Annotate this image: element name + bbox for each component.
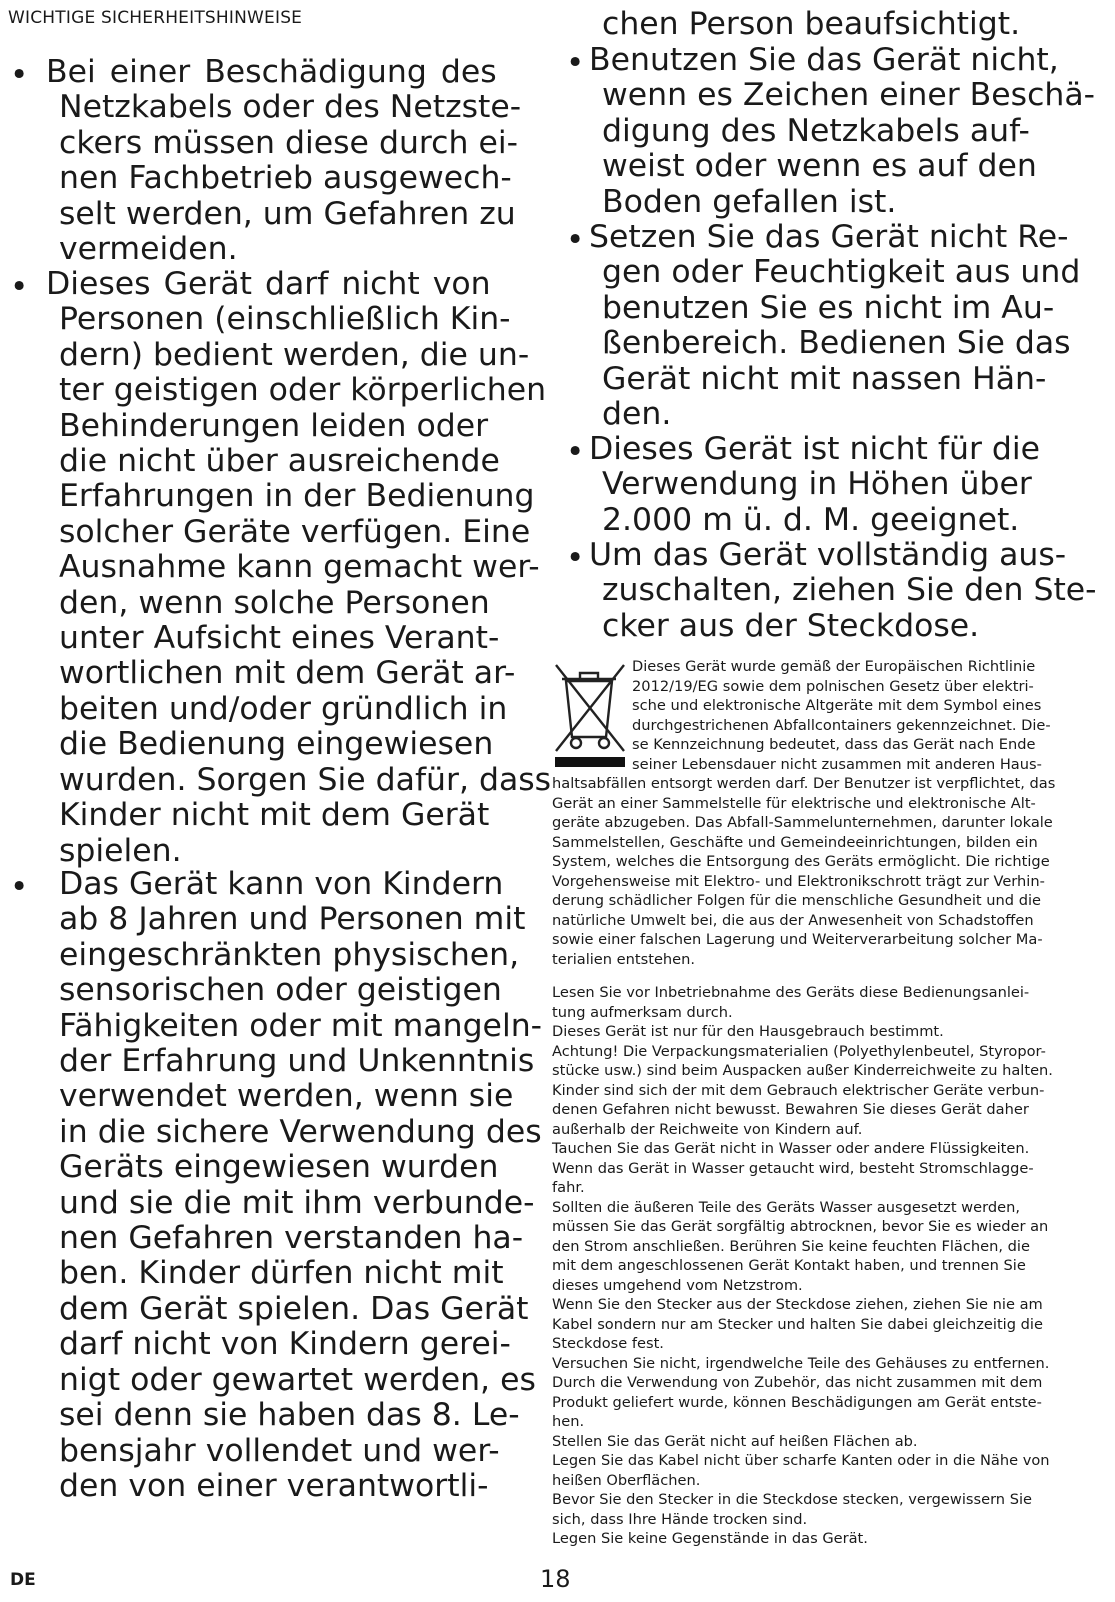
- text-line: 2.000 m ü. d. M. geeignet.: [602, 501, 1020, 538]
- text-line: ab 8 Jahren und Personen mit: [59, 901, 526, 938]
- text-line: sensorischen oder geistigen: [59, 972, 502, 1009]
- continuation-line: chen Person beaufsichtigt.: [602, 6, 1021, 42]
- text-line: den Strom anschließen. Berühren Sie keine feuchten Flächen, die: [552, 1237, 1030, 1255]
- text-line: geräte abzugeben. Das Abfall-Sammelunternehmen, darunter lokale: [552, 814, 1053, 831]
- text-line: Setzen Sie das Gerät nicht Re-: [589, 219, 1069, 255]
- text-line: Steckdose fest.: [552, 1335, 664, 1352]
- weee-paragraph-top: [632, 657, 1051, 774]
- text-line: benutzen Sie es nicht im Au-: [602, 289, 1055, 326]
- text-line: tung aufmerksam durch.: [552, 1003, 733, 1021]
- text-line: Durch die Verwendung von Zubehör, das nicht zusammen mit dem: [552, 1374, 1043, 1391]
- text-line: haltsabfällen entsorgt werden darf. Der Benutzer ist verpflichtet, das: [552, 775, 1056, 792]
- text-line: Geräts eingewiesen wurden: [59, 1149, 499, 1186]
- text-line: darf nicht von Kindern gerei-: [59, 1326, 511, 1363]
- text-line: den, wenn solche Personen: [59, 584, 490, 621]
- text-line: nigt oder gewartet werden, es: [59, 1361, 536, 1398]
- text-line: seiner Lebensdauer nicht zusammen mit anderen Haus-: [632, 755, 1042, 773]
- weee-paragraph-bottom: [552, 774, 1055, 969]
- text-line: Netzkabels oder des Netzste-: [59, 89, 522, 126]
- text-line: stücke usw.) sind beim Auspacken außer Kinderreichweite zu halten.: [552, 1062, 1053, 1079]
- text-line: zuschalten, ziehen Sie den Ste-: [602, 572, 1097, 609]
- text-line: außerhalb der Reichweite von Kindern auf.: [552, 1120, 863, 1138]
- text-line: Personen (einschließlich Kin-: [59, 301, 511, 338]
- text-line: fahr.: [552, 1179, 585, 1196]
- bullet-item-damaged-device: [589, 43, 1095, 220]
- text-line: wortlichen mit dem Gerät ar-: [59, 655, 516, 692]
- text-line: Wenn das Gerät in Wasser getaucht wird, besteht Stromschlagge-: [552, 1159, 1034, 1177]
- text-line: und sie die mit ihm verbunde-: [59, 1184, 535, 1221]
- text-line: eingeschränkten physischen,: [59, 936, 520, 973]
- text-line: nen Gefahren verstanden ha-: [59, 1220, 524, 1257]
- text-line: dern) bedient werden, die un-: [59, 336, 530, 373]
- text-line: Achtung! Die Verpackungsmaterialien (Polyethylenbeutel, Styropor-: [552, 1042, 1046, 1060]
- text-line: Kabel sondern nur am Stecker und halten Sie dabei gleichzeitig die: [552, 1315, 1043, 1333]
- text-line: Kinder nicht mit dem Gerät: [59, 797, 490, 834]
- text-line: Erfahrungen in der Bedienung: [59, 478, 535, 515]
- text-line: denen Gefahren nicht bewusst. Bewahren Sie dieses Gerät daher: [552, 1101, 1029, 1118]
- text-line: der Erfahrung und Unkenntnis: [59, 1043, 535, 1080]
- language-code: DE: [10, 1570, 36, 1590]
- text-line: die nicht über ausreichende: [59, 443, 500, 480]
- text-line: 2012/19/EG sowie dem polnischen Gesetz über elektri-: [632, 677, 1034, 695]
- text-line: cker aus der Steckdose.: [602, 607, 980, 644]
- text-line: heißen Oberflächen.: [552, 1471, 701, 1489]
- bullet-dot: •: [10, 269, 29, 305]
- text-line: wurden. Sorgen Sie dafür, dass: [59, 761, 552, 798]
- text-line: die Bedienung eingewiesen: [59, 726, 494, 763]
- text-line: natürliche Umwelt bei, die aus der Anwesenheit von Schadstoffen: [552, 911, 1034, 929]
- text-line: Dieses Gerät ist nur für den Hausgebrauch bestimmt.: [552, 1023, 944, 1040]
- text-line: den.: [602, 396, 672, 433]
- text-line: verwendet werden, wenn sie: [59, 1078, 514, 1115]
- section-header: WICHTIGE SICHERHEITSHINWEISE: [8, 8, 303, 28]
- text-line: sowie einer falschen Lagerung und Weiterverarbeitung solcher Ma-: [552, 931, 1043, 948]
- text-line: gen oder Feuchtigkeit aus und: [602, 254, 1081, 291]
- bullet-dot: •: [10, 57, 29, 93]
- text-line: ben. Kinder dürfen nicht mit: [59, 1255, 504, 1292]
- text-line: Bei einer Beschädigung des: [46, 54, 497, 90]
- text-line: durchgestrichenen Abfallcontainers gekennzeichnet. Die-: [632, 716, 1051, 734]
- text-line: Kinder sind sich der mit dem Gebrauch elektrischer Geräte verbun-: [552, 1081, 1045, 1099]
- text-line: Legen Sie keine Gegenstände in das Gerät.: [552, 1530, 868, 1547]
- text-line: sche und elektronische Altgeräte mit dem Symbol eines: [632, 697, 1042, 714]
- text-line: Wenn Sie den Stecker aus der Steckdose ziehen, ziehen Sie nie am: [552, 1296, 1043, 1313]
- bullet-item-moisture: [589, 220, 1080, 432]
- text-line: solcher Geräte verfügen. Eine: [59, 513, 531, 550]
- text-line: Lesen Sie vor Inbetriebnahme des Geräts diese Bedienungsanlei-: [552, 984, 1030, 1001]
- text-line: wenn es Zeichen einer Beschä-: [602, 77, 1096, 114]
- text-line: Legen Sie das Kabel nicht über scharfe Kanten oder in die Nähe von: [552, 1452, 1050, 1469]
- text-line: Benutzen Sie das Gerät nicht,: [589, 42, 1059, 78]
- bullet-dot: •: [566, 434, 585, 470]
- text-line: Vorgehensweise mit Elektro- und Elektronikschrott trägt zur Verhin-: [552, 872, 1045, 890]
- general-instructions: [552, 983, 1053, 1549]
- text-line: Stellen Sie das Gerät nicht auf heißen Flächen ab.: [552, 1432, 918, 1450]
- text-line: in die sichere Verwendung des: [59, 1113, 542, 1150]
- text-line: Tauchen Sie das Gerät nicht in Wasser oder andere Flüssigkeiten.: [552, 1140, 1030, 1157]
- text-line: hen.: [552, 1413, 585, 1430]
- text-line: Dieses Gerät ist nicht für die: [589, 431, 1041, 467]
- text-line: dieses umgehend vom Netzstrom.: [552, 1276, 803, 1294]
- text-line: Behinderungen leiden oder: [59, 407, 489, 444]
- bullet-item-children-age: [59, 867, 542, 1504]
- text-line: unter Aufsicht eines Verant-: [59, 620, 500, 657]
- text-line: Gerät nicht mit nassen Hän-: [602, 360, 1047, 397]
- text-line: Fähigkeiten oder mit mangeln-: [59, 1007, 543, 1044]
- text-line: Gerät an einer Sammelstelle für elektrische und elektronische Alt-: [552, 794, 1036, 812]
- text-line: vermeiden.: [59, 231, 238, 268]
- text-line: digung des Netzkabels auf-: [602, 112, 1030, 149]
- bullet-dot: •: [566, 540, 585, 576]
- text-line: mit dem angeschlossenen Gerät Kontakt haben, und trennen Sie: [552, 1257, 1026, 1274]
- bullet-item-altitude: [589, 432, 1040, 538]
- text-line: nen Fachbetrieb ausgewech-: [59, 160, 512, 197]
- text-line: Sammelstellen, Geschäfte und Gemeindeeinrichtungen, bilden ein: [552, 833, 1038, 851]
- page-number: 18: [540, 1565, 571, 1593]
- text-line: ßenbereich. Bedienen Sie das: [602, 325, 1071, 362]
- text-line: terialien entstehen.: [552, 950, 696, 968]
- text-line: Verwendung in Höhen über: [602, 466, 1032, 503]
- text-line: dem Gerät spielen. Das Gerät: [59, 1290, 529, 1327]
- text-line: derung schädlicher Folgen für die menschliche Gesundheit und die: [552, 892, 1041, 909]
- bullet-item-persons-restriction: [46, 267, 551, 869]
- text-line: Sollten die äußeren Teile des Geräts Wasser ausgesetzt werden,: [552, 1198, 1020, 1216]
- text-line: bensjahr vollendet und wer-: [59, 1432, 500, 1469]
- text-line: Ausnahme kann gemacht wer-: [59, 549, 540, 586]
- text-line: Das Gerät kann von Kindern: [59, 866, 504, 902]
- text-line: Dieses Gerät darf nicht von: [46, 266, 491, 302]
- text-line: beiten und/oder gründlich in: [59, 690, 508, 727]
- bullet-dot: •: [566, 45, 585, 81]
- text-line: System, welches die Entsorgung des Geräts ermöglicht. Die richtige: [552, 853, 1050, 870]
- text-line: spielen.: [59, 832, 182, 869]
- text-line: sei denn sie haben das 8. Le-: [59, 1397, 520, 1434]
- text-line: den von einer verantwortli-: [59, 1467, 489, 1504]
- text-line: müssen Sie das Gerät sorgfältig abtrocknen, bevor Sie es wieder an: [552, 1218, 1049, 1235]
- text-line: ckers müssen diese durch ei-: [59, 124, 518, 161]
- text-line: Boden gefallen ist.: [602, 183, 897, 220]
- text-line: se Kennzeichnung bedeutet, dass das Gerät nach Ende: [632, 736, 1036, 753]
- text-line: Versuchen Sie nicht, irgendwelche Teile des Gehäuses zu entfernen.: [552, 1354, 1050, 1372]
- bullet-item-switch-off: [589, 538, 1097, 644]
- text-line: Um das Gerät vollständig aus-: [589, 537, 1067, 573]
- bullet-item-cable-damage: [46, 55, 521, 267]
- bullet-dot: •: [10, 869, 29, 905]
- text-line: sich, dass Ihre Hände trocken sind.: [552, 1510, 808, 1528]
- text-line: Dieses Gerät wurde gemäß der Europäischen Richtlinie: [632, 658, 1036, 675]
- text-line: weist oder wenn es auf den: [602, 148, 1037, 185]
- bullet-dot: •: [566, 222, 585, 258]
- crossed-out-wheelie-bin-icon: [552, 659, 628, 769]
- text-line: selt werden, um Gefahren zu: [59, 195, 516, 232]
- text-line: ter geistigen oder körperlichen: [59, 372, 547, 409]
- text-line: Produkt geliefert wurde, können Beschädigungen am Gerät entste-: [552, 1393, 1042, 1411]
- text-line: Bevor Sie den Stecker in die Steckdose stecken, vergewissern Sie: [552, 1491, 1032, 1508]
